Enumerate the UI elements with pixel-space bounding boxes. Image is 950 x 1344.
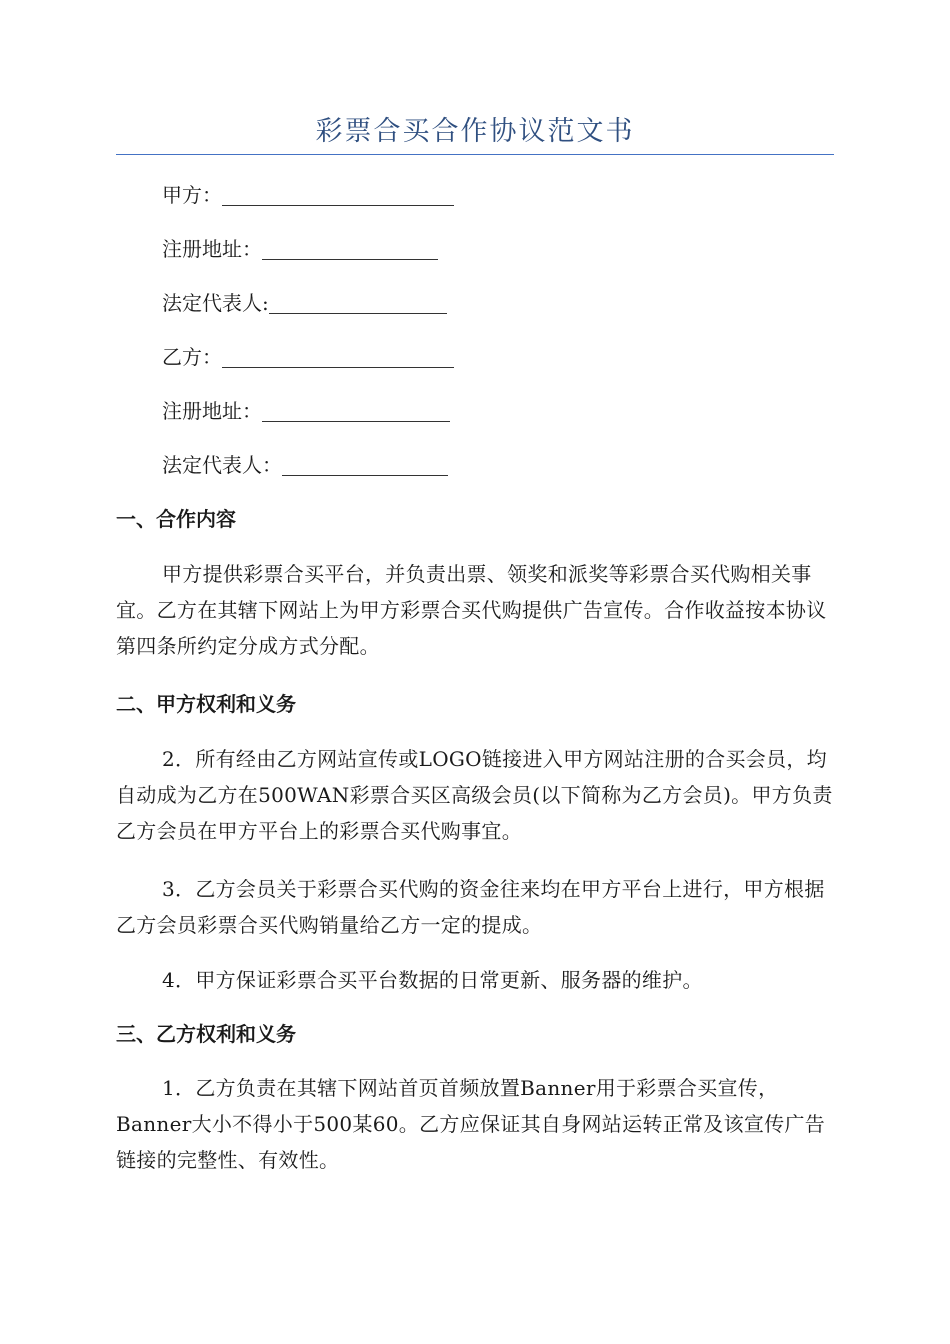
- party-b-rep-blank: [282, 455, 448, 476]
- party-b-address-blank: [262, 401, 450, 422]
- party-a-rep-field: [162, 289, 447, 317]
- section-3-paragraph-1: 1．乙方负责在其辖下网站首页首频放置Banner用于彩票合买宣传，Banner大小不得小于500某60。乙方应保证其自身网站运转正常及该宣传广告链接的完整性、有效性。: [116, 1076, 826, 1172]
- section-1-paragraph-1: 甲方提供彩票合买平台，并负责出票、领奖和派奖等彩票合买代购相关事宜。乙方在其辖下网站上为甲方彩票合买代购提供广告宣传。合作收益按本协议第四条所约定分成方式分配。: [116, 562, 827, 658]
- party-a-rep-label: 法定代表人:: [162, 291, 269, 315]
- party-a-address-label: 注册地址：: [162, 237, 262, 261]
- party-b-label: 乙方：: [162, 345, 222, 369]
- section-heading-1: 一、合作内容: [116, 507, 236, 531]
- section-2-paragraph-2: 3．乙方会员关于彩票合买代购的资金往来均在甲方平台上进行，甲方根据乙方会员彩票合买代购销量给乙方一定的提成。: [116, 877, 825, 937]
- party-b-rep-label: 法定代表人：: [162, 453, 282, 477]
- section-2-paragraph-3: 4．甲方保证彩票合买平台数据的日常更新、服务器的维护。: [162, 968, 703, 992]
- party-a-field: [162, 181, 454, 209]
- section-heading-3: 三、乙方权利和义务: [116, 1022, 296, 1046]
- party-b-address-field: [162, 397, 450, 425]
- section-2-paragraph-1: 2．所有经由乙方网站宣传或LOGO链接进入甲方网站注册的合买会员，均自动成为乙方在500WAN彩票合买区高级会员(以下简称为乙方会员)。甲方负责乙方会员在甲方平台上的彩票合买代购事宜。: [116, 747, 833, 843]
- section-heading-2: 二、甲方权利和义务: [116, 692, 296, 716]
- party-a-address-blank: [262, 239, 438, 260]
- document-title: 彩票合买合作协议范文书: [315, 116, 635, 147]
- title-underline: [116, 154, 834, 155]
- party-a-label: 甲方：: [162, 183, 222, 207]
- party-a-rep-blank: [269, 293, 447, 314]
- party-b-blank: [222, 347, 454, 368]
- party-a-address-field: [162, 235, 438, 263]
- party-b-field: [162, 343, 454, 371]
- party-b-rep-field: [162, 451, 448, 479]
- party-a-blank: [222, 185, 454, 206]
- party-b-address-label: 注册地址：: [162, 399, 262, 423]
